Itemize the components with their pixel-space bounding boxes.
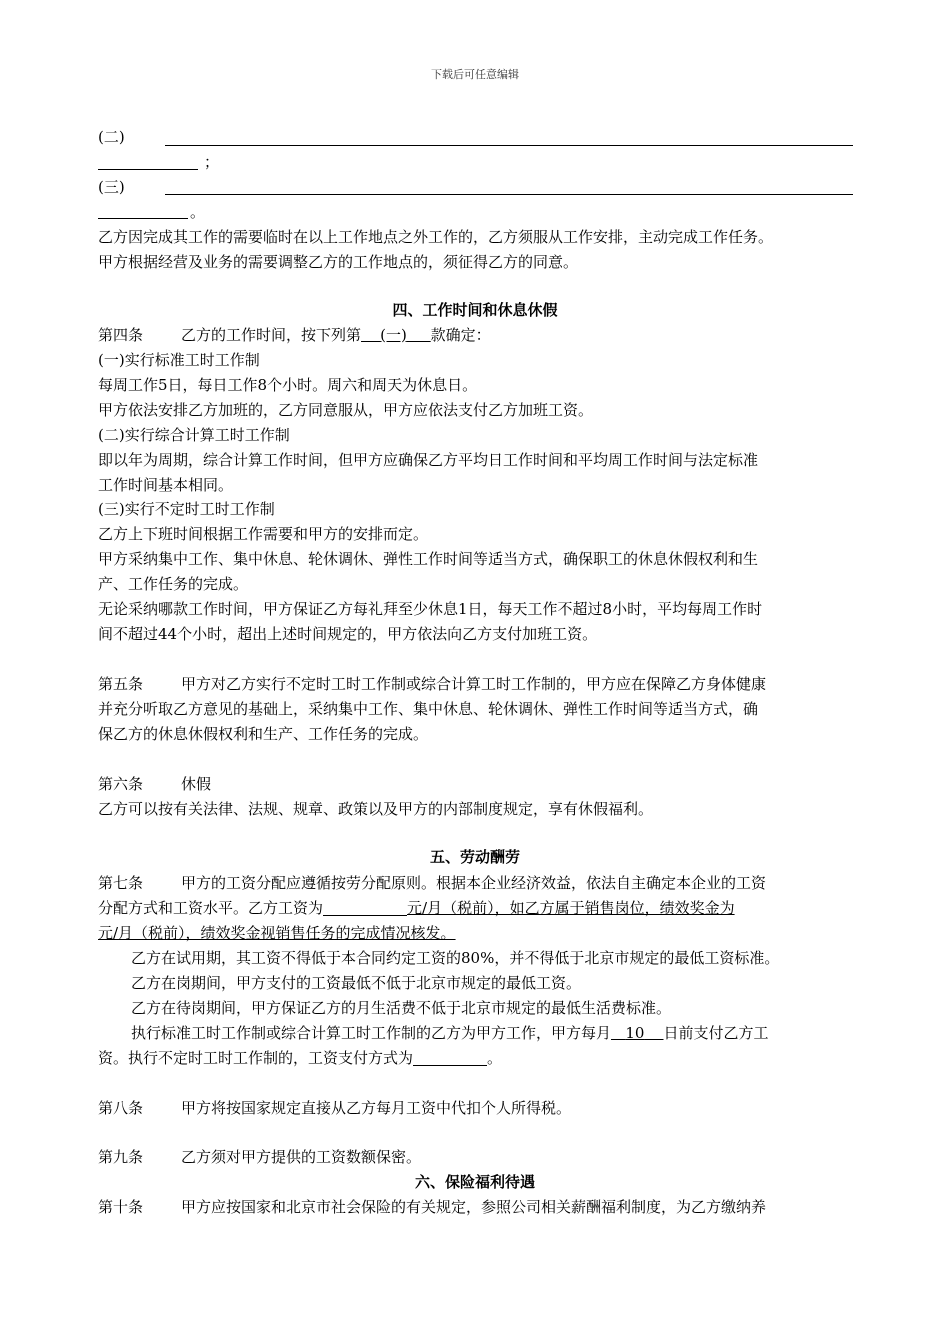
- article-4: [98, 324, 491, 346]
- option-3-line3: 产、工作任务的完成。: [98, 575, 249, 593]
- article-7-line1: 第七条 甲方的工资分配应遵循按劳分配原则。根据本企业经济效益，依法自主确定本企业的工资: [98, 874, 767, 892]
- trial-period-para: 乙方在试用期，其工资不得低于本合同约定工资的80%，并不得低于北京市规定的最低工资标准。: [131, 949, 780, 967]
- item-3-blank-cont: [98, 218, 188, 219]
- option-1-line2: 甲方依法安排乙方加班的，乙方同意服从，甲方应依法支付乙方加班工资。: [98, 401, 594, 419]
- article-9-label: 第九条: [98, 1148, 144, 1166]
- pay-day-line1: 执行标准工时工作制或综合计算工时工作制的乙方为甲方工作，甲方每月 10 日前支付乙方工: [131, 1024, 769, 1042]
- article-5-line3: 保乙方的休息休假权利和生产、工作任务的完成。: [98, 725, 429, 743]
- option-2-line1: 即以年为周期，综合计算工作时间，但甲方应确保乙方平均日工作时间和平均周工作时间与法定标准: [98, 451, 759, 469]
- payment-method-blank: [413, 1049, 487, 1066]
- article-6-line1: 乙方可以按有关法律、法规、规章、政策以及甲方的内部制度规定，享有休假福利。: [98, 800, 654, 818]
- page-header: 下载后可任意编辑: [431, 68, 519, 81]
- option-2-line2: 工作时间基本相同。: [98, 476, 234, 494]
- section-5-title: 五、劳动酬劳: [429, 848, 520, 866]
- article-7-line2: 分配方式和工资水平。乙方工资为 元/月（税前），如乙方属于销售岗位，绩效奖金为: [98, 899, 735, 917]
- article-6-title: 休假: [181, 775, 212, 793]
- location-para-line1: 乙方因完成其工作的需要临时在以上工作地点之外工作的，乙方须服从工作安排，主动完成工作任务。: [98, 228, 774, 246]
- article-4-text: 乙方的工作时间，按下列第: [181, 326, 362, 344]
- item-3-blank: [165, 194, 853, 195]
- article-10-line1: 第十条 甲方应按国家和北京市社会保险的有关规定，参照公司相关薪酬福利制度，为乙方缴纳养: [98, 1198, 767, 1216]
- section-4-title: 四、工作时间和休息休假: [392, 301, 558, 319]
- pay-day-value: 10: [625, 1024, 645, 1042]
- section-6-title: 六、保险福利待遇: [414, 1173, 535, 1191]
- salary-blank: [323, 899, 407, 916]
- article-7-line3: 元/月（税前），绩效奖金视销售任务的完成情况核发。: [98, 924, 456, 942]
- article-8-label: 第八条: [98, 1099, 144, 1117]
- option-2-title: (二)实行综合计算工时工作制: [98, 426, 290, 444]
- any-option-line2: 间不超过44个小时，超出上述时间规定的，甲方依法向乙方支付加班工资。: [98, 625, 598, 643]
- item-2-end: ；: [204, 153, 220, 171]
- location-para-line2: 甲方根据经营及业务的需要调整乙方的工作地点的，须征得乙方的同意。: [98, 253, 579, 271]
- article-9: 第九条 乙方须对甲方提供的工资数额保密。: [98, 1148, 422, 1166]
- item-3-end: 。: [190, 203, 206, 221]
- option-3-line2: 甲方采纳集中工作、集中休息、轮休调休、弹性工作时间等适当方式，确保职工的休息休假权利和生: [98, 550, 759, 568]
- on-duty-para: 乙方在岗期间，甲方支付的工资最低不低于北京市规定的最低工资。: [131, 974, 582, 992]
- article-4-label: 第四条: [98, 326, 144, 344]
- article-8: 第八条 甲方将按国家规定直接从乙方每月工资中代扣个人所得税。: [98, 1099, 572, 1117]
- article-6-heading: [98, 773, 211, 795]
- pay-day-line2: 资。执行不定时工时工作制的，工资支付方式为 。: [98, 1049, 503, 1067]
- article-10-label: 第十条: [98, 1198, 144, 1216]
- item-2-blank-cont: [98, 169, 198, 170]
- article-4-text-end: 款确定：: [430, 326, 491, 344]
- article-4-choice: (一): [380, 326, 407, 344]
- option-3-title: (三)实行不定时工时工作制: [98, 500, 275, 518]
- article-5-line2: 并充分听取乙方意见的基础上，采纳集中工作、集中休息、轮休调休、弹性工作时间等适当方式，确: [98, 700, 759, 718]
- article-6-label: 第六条: [98, 775, 144, 793]
- option-1-title: (一)实行标准工时工作制: [98, 351, 260, 369]
- article-5-label: 第五条: [98, 675, 144, 693]
- option-3-line1: 乙方上下班时间根据工作需要和甲方的安排而定。: [98, 525, 429, 543]
- article-5-line1: 第五条 甲方对乙方实行不定时工时工作制或综合计算工时工作制的，甲方应在保障乙方身体健康: [98, 675, 767, 693]
- option-1-line1: 每周工作5日，每日工作8个小时。周六和周天为休息日。: [98, 376, 478, 394]
- item-2-blank: [165, 145, 853, 146]
- item-2-label: (二): [98, 128, 125, 146]
- standby-para: 乙方在待岗期间，甲方保证乙方的月生活费不低于北京市规定的最低生活费标准。: [131, 999, 672, 1017]
- item-3-label: (三): [98, 178, 125, 196]
- article-7-label: 第七条: [98, 874, 144, 892]
- any-option-line1: 无论采纳哪款工作时间，甲方保证乙方每礼拜至少休息1日，每天工作不超过8小时，平均每周工作时: [98, 600, 763, 618]
